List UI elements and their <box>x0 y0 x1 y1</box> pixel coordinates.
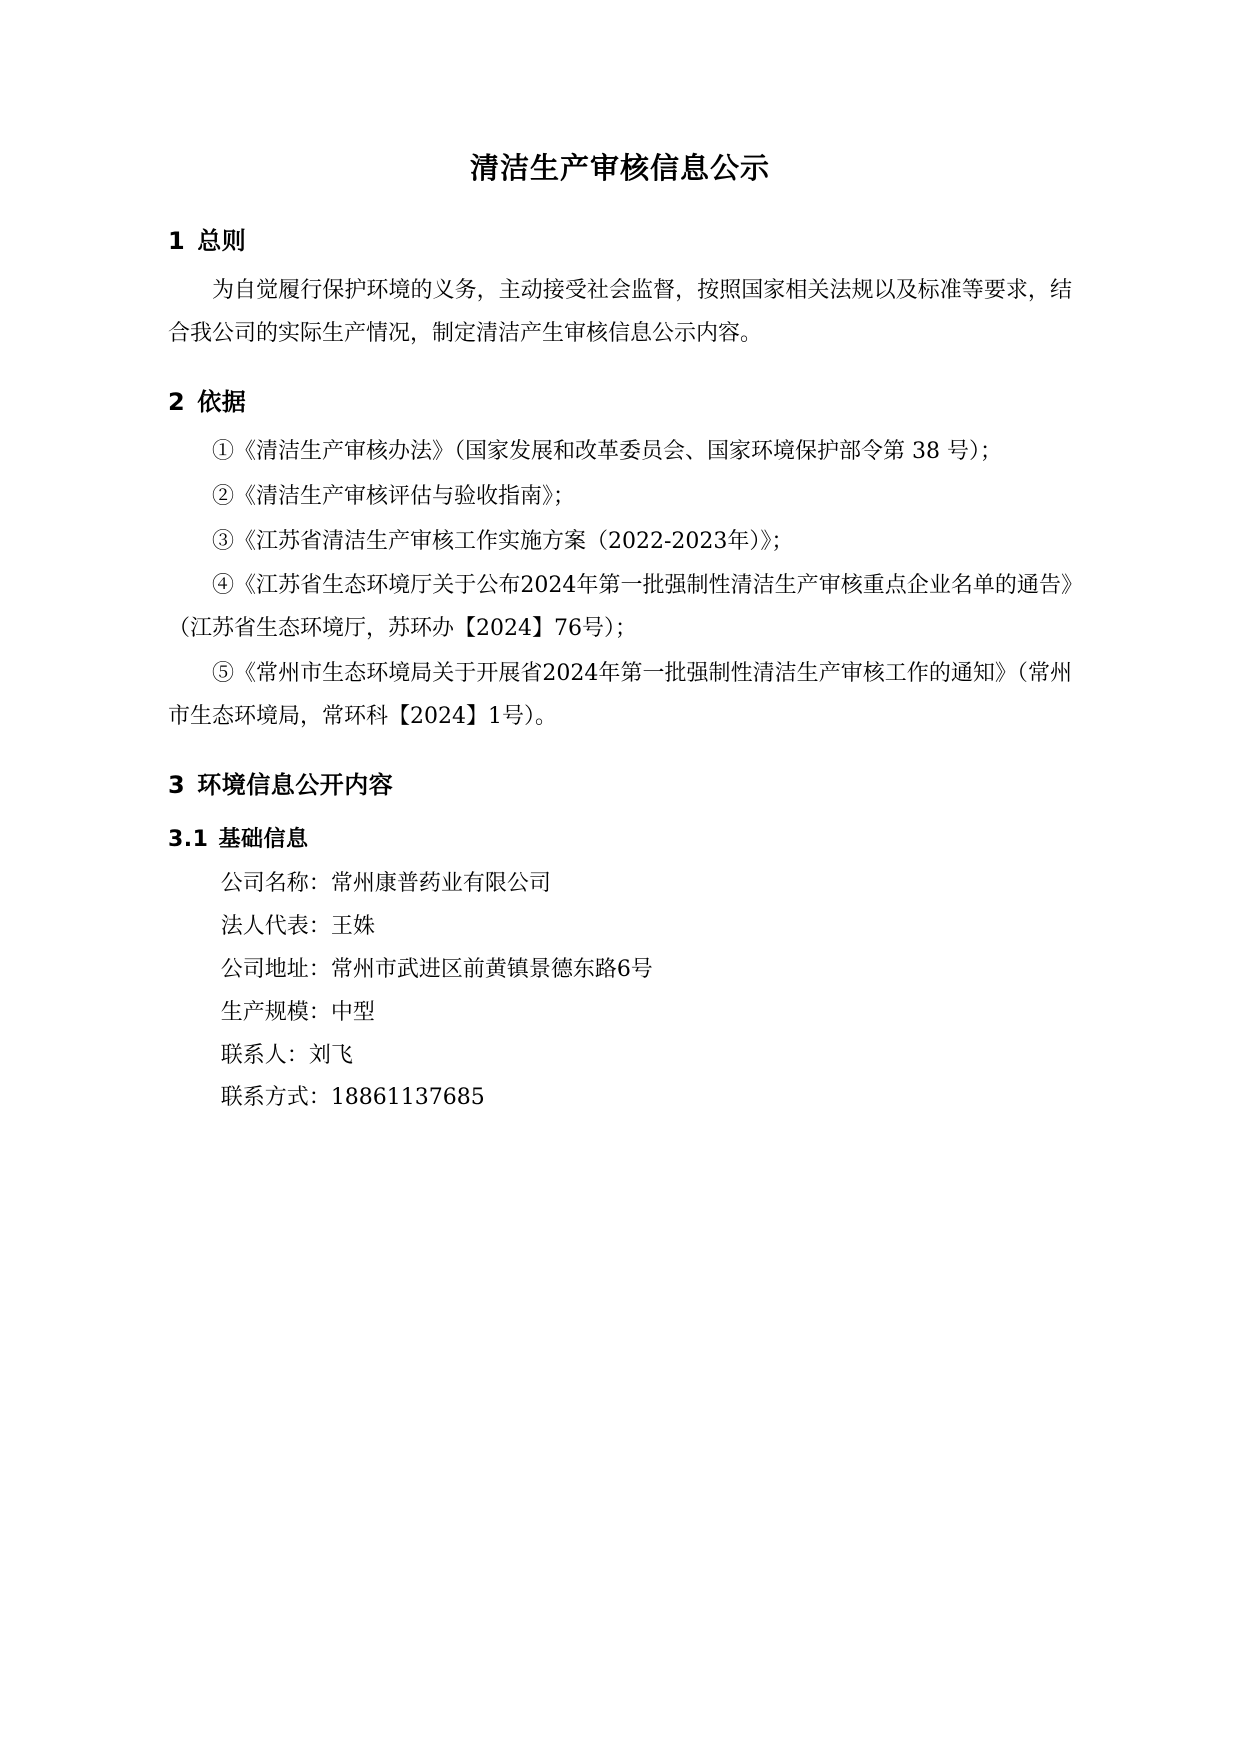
info-value-production-scale: 中型 <box>330 999 375 1025</box>
section-title-1: 总则 <box>197 227 247 255</box>
page-title: 清洁生产审核信息公示 <box>469 151 770 185</box>
info-value-contact-phone: 18861137685 <box>330 1085 485 1111</box>
section-2-paragraph-5: ⑤《常州市生态环境局关于开展省2024年第一批强制性清洁生产审核工作的通知》（常州市生态环境局，常环科【2024】1号）。 <box>168 661 1072 730</box>
section-heading-2 <box>168 382 1072 417</box>
section-2-paragraph-4: ④《江苏省生态环境厅关于公布2024年第一批强制性清洁生产审核重点企业名单的通告》（江苏省生态环境厅，苏环办【2024】76号）； <box>168 573 1072 642</box>
list-item <box>221 906 1072 949</box>
section-number-3: 3 <box>168 771 186 800</box>
info-label-company-name: 公司名称： <box>220 871 331 897</box>
info-value-contact-person: 刘飞 <box>308 1042 353 1068</box>
section-heading-3 <box>168 765 1072 800</box>
section-number-2: 2 <box>168 387 186 416</box>
section-number-1: 1 <box>168 227 186 255</box>
info-value-company-name: 常州康普药业有限公司 <box>330 871 551 897</box>
info-label-contact-phone: 联系方式： <box>220 1085 331 1111</box>
section-title-3: 环境信息公开内容 <box>197 771 394 800</box>
section-2-paragraph-2: ②《清洁生产审核评估与验收指南》； <box>212 483 576 509</box>
info-label-production-scale: 生产规模： <box>220 999 331 1025</box>
list-item <box>221 1035 1072 1078</box>
info-value-company-address: 常州市武进区前黄镇景德东路6号 <box>330 956 653 982</box>
section-1-paragraph-1: 为自觉履行保护环境的义务，主动接受社会监督，按照国家相关法规以及标准等要求，结合我公司的实际生产情况，制定清洁产生审核信息公示内容。 <box>168 278 1072 346</box>
section-2-paragraph-1: ①《清洁生产审核办法》（国家发展和改革委员会、国家环境保护部令第 38 号）； <box>212 438 1002 464</box>
section-2-paragraph-3: ③《江苏省清洁生产审核工作实施方案（2022-2023年）》； <box>212 528 794 554</box>
list-item <box>221 863 1072 906</box>
info-label-contact-person: 联系人： <box>220 1042 309 1068</box>
section-heading-1 <box>168 221 1072 256</box>
list-item <box>221 1077 1072 1120</box>
subsection-title-3-1: 基础信息 <box>218 827 309 853</box>
section-title-2: 依据 <box>197 387 247 416</box>
info-label-legal-representative: 法人代表： <box>220 913 331 939</box>
basic-info-list <box>168 863 1072 1120</box>
subsection-number-3-1: 3.1 <box>168 827 209 853</box>
list-item <box>221 949 1072 992</box>
info-value-legal-representative: 王姝 <box>330 913 375 939</box>
list-item <box>221 992 1072 1035</box>
subsection-heading-3-1 <box>168 822 1072 853</box>
info-label-company-address: 公司地址： <box>220 956 331 982</box>
